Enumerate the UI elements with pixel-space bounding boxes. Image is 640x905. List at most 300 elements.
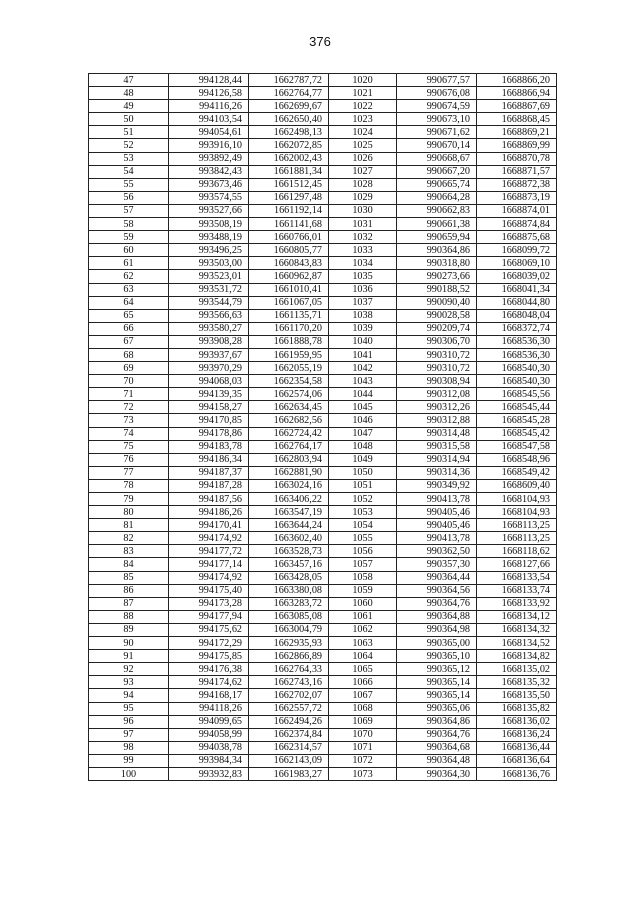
cell-y-coordinate: 1662650,40 <box>249 113 329 126</box>
table-row <box>89 754 557 767</box>
cell-point-number: 54 <box>89 165 169 178</box>
table-row <box>89 401 557 414</box>
cell-y-coordinate: 1668136,76 <box>477 767 557 780</box>
cell-x-coordinate: 990670,14 <box>397 139 477 152</box>
cell-y-coordinate: 1668869,99 <box>477 139 557 152</box>
cell-y-coordinate: 1662803,94 <box>249 453 329 466</box>
cell-y-coordinate: 1668104,93 <box>477 506 557 519</box>
cell-x-coordinate: 990365,10 <box>397 650 477 663</box>
cell-y-coordinate: 1663644,24 <box>249 519 329 532</box>
cell-point-number: 92 <box>89 663 169 676</box>
cell-y-coordinate: 1662699,67 <box>249 100 329 113</box>
cell-y-coordinate: 1668874,84 <box>477 218 557 231</box>
cell-point-number: 1040 <box>329 335 397 348</box>
cell-x-coordinate: 993544,79 <box>169 296 249 309</box>
cell-point-number: 1057 <box>329 558 397 571</box>
cell-x-coordinate: 994038,78 <box>169 741 249 754</box>
cell-point-number: 56 <box>89 191 169 204</box>
cell-y-coordinate: 1668069,10 <box>477 257 557 270</box>
cell-x-coordinate: 990357,30 <box>397 558 477 571</box>
cell-x-coordinate: 994186,34 <box>169 453 249 466</box>
table-row <box>89 335 557 348</box>
cell-x-coordinate: 994176,38 <box>169 663 249 676</box>
cell-y-coordinate: 1668867,69 <box>477 100 557 113</box>
cell-x-coordinate: 994187,56 <box>169 493 249 506</box>
table-row <box>89 283 557 296</box>
cell-point-number: 1065 <box>329 663 397 676</box>
cell-point-number: 81 <box>89 519 169 532</box>
cell-point-number: 95 <box>89 702 169 715</box>
cell-point-number: 1053 <box>329 506 397 519</box>
cell-y-coordinate: 1661170,20 <box>249 322 329 335</box>
cell-point-number: 100 <box>89 767 169 780</box>
cell-y-coordinate: 1661010,41 <box>249 283 329 296</box>
cell-point-number: 58 <box>89 218 169 231</box>
cell-y-coordinate: 1668136,44 <box>477 741 557 754</box>
cell-y-coordinate: 1662374,84 <box>249 728 329 741</box>
cell-y-coordinate: 1662866,89 <box>249 650 329 663</box>
cell-point-number: 60 <box>89 244 169 257</box>
table-row <box>89 715 557 728</box>
table-row <box>89 689 557 702</box>
cell-point-number: 1047 <box>329 427 397 440</box>
cell-x-coordinate: 990405,46 <box>397 519 477 532</box>
cell-y-coordinate: 1662764,77 <box>249 87 329 100</box>
cell-x-coordinate: 993673,46 <box>169 178 249 191</box>
cell-x-coordinate: 990310,72 <box>397 348 477 361</box>
cell-x-coordinate: 990662,83 <box>397 204 477 217</box>
cell-x-coordinate: 993908,28 <box>169 335 249 348</box>
cell-point-number: 1026 <box>329 152 397 165</box>
cell-y-coordinate: 1668873,19 <box>477 191 557 204</box>
cell-y-coordinate: 1663457,16 <box>249 558 329 571</box>
cell-point-number: 88 <box>89 610 169 623</box>
cell-x-coordinate: 994174,92 <box>169 571 249 584</box>
cell-x-coordinate: 994058,99 <box>169 728 249 741</box>
cell-y-coordinate: 1668134,12 <box>477 610 557 623</box>
table-row <box>89 741 557 754</box>
table-row <box>89 610 557 623</box>
cell-y-coordinate: 1668133,54 <box>477 571 557 584</box>
table-row <box>89 623 557 636</box>
table-row <box>89 100 557 113</box>
table-row <box>89 702 557 715</box>
cell-x-coordinate: 993892,49 <box>169 152 249 165</box>
table-row <box>89 519 557 532</box>
cell-point-number: 1054 <box>329 519 397 532</box>
cell-x-coordinate: 990318,80 <box>397 257 477 270</box>
cell-y-coordinate: 1662682,56 <box>249 414 329 427</box>
table-row <box>89 191 557 204</box>
cell-point-number: 99 <box>89 754 169 767</box>
cell-point-number: 78 <box>89 479 169 492</box>
cell-point-number: 1056 <box>329 545 397 558</box>
cell-x-coordinate: 993527,66 <box>169 204 249 217</box>
cell-x-coordinate: 990308,94 <box>397 375 477 388</box>
cell-x-coordinate: 990674,59 <box>397 100 477 113</box>
cell-point-number: 1072 <box>329 754 397 767</box>
cell-point-number: 1020 <box>329 74 397 87</box>
cell-point-number: 50 <box>89 113 169 126</box>
cell-x-coordinate: 993842,43 <box>169 165 249 178</box>
table-row <box>89 139 557 152</box>
cell-y-coordinate: 1662494,26 <box>249 715 329 728</box>
cell-point-number: 94 <box>89 689 169 702</box>
cell-x-coordinate: 990349,92 <box>397 479 477 492</box>
cell-y-coordinate: 1668044,80 <box>477 296 557 309</box>
cell-y-coordinate: 1661141,68 <box>249 218 329 231</box>
cell-y-coordinate: 1661297,48 <box>249 191 329 204</box>
cell-y-coordinate: 1660766,01 <box>249 231 329 244</box>
cell-y-coordinate: 1662072,85 <box>249 139 329 152</box>
cell-point-number: 1023 <box>329 113 397 126</box>
cell-x-coordinate: 990668,67 <box>397 152 477 165</box>
cell-point-number: 1066 <box>329 676 397 689</box>
table-row <box>89 270 557 283</box>
cell-point-number: 53 <box>89 152 169 165</box>
cell-point-number: 1030 <box>329 204 397 217</box>
table-row <box>89 571 557 584</box>
cell-point-number: 1045 <box>329 401 397 414</box>
cell-y-coordinate: 1661959,95 <box>249 348 329 361</box>
cell-y-coordinate: 1668099,72 <box>477 244 557 257</box>
cell-y-coordinate: 1668134,52 <box>477 637 557 650</box>
cell-y-coordinate: 1663428,05 <box>249 571 329 584</box>
cell-point-number: 1036 <box>329 283 397 296</box>
table-row <box>89 152 557 165</box>
cell-x-coordinate: 990413,78 <box>397 493 477 506</box>
cell-x-coordinate: 994174,62 <box>169 676 249 689</box>
cell-x-coordinate: 990314,94 <box>397 453 477 466</box>
cell-point-number: 1071 <box>329 741 397 754</box>
cell-y-coordinate: 1663004,79 <box>249 623 329 636</box>
cell-point-number: 61 <box>89 257 169 270</box>
cell-x-coordinate: 993566,63 <box>169 309 249 322</box>
cell-y-coordinate: 1668540,30 <box>477 375 557 388</box>
cell-x-coordinate: 994099,65 <box>169 715 249 728</box>
cell-x-coordinate: 994118,26 <box>169 702 249 715</box>
cell-x-coordinate: 990364,56 <box>397 584 477 597</box>
cell-x-coordinate: 994177,72 <box>169 545 249 558</box>
cell-point-number: 1039 <box>329 322 397 335</box>
cell-point-number: 89 <box>89 623 169 636</box>
cell-y-coordinate: 1663085,08 <box>249 610 329 623</box>
cell-x-coordinate: 993523,01 <box>169 270 249 283</box>
table-row <box>89 87 557 100</box>
cell-x-coordinate: 993503,00 <box>169 257 249 270</box>
cell-y-coordinate: 1668134,32 <box>477 623 557 636</box>
cell-x-coordinate: 993531,72 <box>169 283 249 296</box>
cell-x-coordinate: 994170,41 <box>169 519 249 532</box>
cell-point-number: 49 <box>89 100 169 113</box>
cell-x-coordinate: 994187,28 <box>169 479 249 492</box>
cell-x-coordinate: 994170,85 <box>169 414 249 427</box>
cell-point-number: 76 <box>89 453 169 466</box>
cell-x-coordinate: 993932,83 <box>169 767 249 780</box>
cell-y-coordinate: 1668549,42 <box>477 466 557 479</box>
table-row <box>89 218 557 231</box>
cell-point-number: 1052 <box>329 493 397 506</box>
cell-x-coordinate: 990090,40 <box>397 296 477 309</box>
cell-x-coordinate: 994183,78 <box>169 440 249 453</box>
table-row <box>89 388 557 401</box>
cell-y-coordinate: 1668536,30 <box>477 335 557 348</box>
cell-y-coordinate: 1660962,87 <box>249 270 329 283</box>
table-row <box>89 466 557 479</box>
cell-y-coordinate: 1668545,28 <box>477 414 557 427</box>
cell-point-number: 79 <box>89 493 169 506</box>
table-row <box>89 375 557 388</box>
cell-point-number: 1038 <box>329 309 397 322</box>
cell-x-coordinate: 994158,27 <box>169 401 249 414</box>
table-row <box>89 637 557 650</box>
cell-y-coordinate: 1668548,96 <box>477 453 557 466</box>
table-row <box>89 257 557 270</box>
cell-y-coordinate: 1661067,05 <box>249 296 329 309</box>
cell-point-number: 1062 <box>329 623 397 636</box>
cell-x-coordinate: 990365,06 <box>397 702 477 715</box>
cell-point-number: 1029 <box>329 191 397 204</box>
cell-x-coordinate: 990028,58 <box>397 309 477 322</box>
cell-point-number: 1073 <box>329 767 397 780</box>
cell-y-coordinate: 1663380,08 <box>249 584 329 597</box>
cell-y-coordinate: 1661135,71 <box>249 309 329 322</box>
cell-x-coordinate: 994175,40 <box>169 584 249 597</box>
table-row <box>89 322 557 335</box>
cell-x-coordinate: 993496,25 <box>169 244 249 257</box>
cell-y-coordinate: 1668134,82 <box>477 650 557 663</box>
cell-x-coordinate: 994054,61 <box>169 126 249 139</box>
cell-x-coordinate: 990312,88 <box>397 414 477 427</box>
cell-y-coordinate: 1668545,42 <box>477 427 557 440</box>
cell-x-coordinate: 994178,86 <box>169 427 249 440</box>
cell-x-coordinate: 993937,67 <box>169 348 249 361</box>
cell-point-number: 48 <box>89 87 169 100</box>
cell-y-coordinate: 1660805,77 <box>249 244 329 257</box>
cell-x-coordinate: 990364,86 <box>397 715 477 728</box>
cell-x-coordinate: 990315,58 <box>397 440 477 453</box>
table-row <box>89 414 557 427</box>
cell-y-coordinate: 1668127,66 <box>477 558 557 571</box>
cell-point-number: 1025 <box>329 139 397 152</box>
cell-y-coordinate: 1668113,25 <box>477 519 557 532</box>
cell-y-coordinate: 1662002,43 <box>249 152 329 165</box>
cell-y-coordinate: 1668118,62 <box>477 545 557 558</box>
cell-point-number: 96 <box>89 715 169 728</box>
cell-x-coordinate: 990365,14 <box>397 676 477 689</box>
cell-x-coordinate: 994126,58 <box>169 87 249 100</box>
cell-y-coordinate: 1668372,74 <box>477 322 557 335</box>
table-row <box>89 204 557 217</box>
cell-point-number: 85 <box>89 571 169 584</box>
cell-y-coordinate: 1662702,07 <box>249 689 329 702</box>
cell-point-number: 98 <box>89 741 169 754</box>
cell-x-coordinate: 990209,74 <box>397 322 477 335</box>
table-row <box>89 348 557 361</box>
cell-point-number: 1027 <box>329 165 397 178</box>
cell-y-coordinate: 1663283,72 <box>249 597 329 610</box>
cell-y-coordinate: 1662724,42 <box>249 427 329 440</box>
cell-y-coordinate: 1660843,83 <box>249 257 329 270</box>
cell-x-coordinate: 990364,30 <box>397 767 477 780</box>
cell-y-coordinate: 1668868,45 <box>477 113 557 126</box>
cell-x-coordinate: 994177,14 <box>169 558 249 571</box>
cell-x-coordinate: 990364,86 <box>397 244 477 257</box>
coordinates-table <box>88 73 557 781</box>
cell-point-number: 1068 <box>329 702 397 715</box>
cell-x-coordinate: 993508,19 <box>169 218 249 231</box>
cell-point-number: 1035 <box>329 270 397 283</box>
cell-y-coordinate: 1663547,19 <box>249 506 329 519</box>
cell-x-coordinate: 990362,50 <box>397 545 477 558</box>
cell-y-coordinate: 1662743,16 <box>249 676 329 689</box>
cell-point-number: 1063 <box>329 637 397 650</box>
cell-y-coordinate: 1661512,45 <box>249 178 329 191</box>
cell-y-coordinate: 1668104,93 <box>477 493 557 506</box>
cell-x-coordinate: 990661,38 <box>397 218 477 231</box>
cell-y-coordinate: 1668135,82 <box>477 702 557 715</box>
cell-x-coordinate: 994187,37 <box>169 466 249 479</box>
cell-point-number: 1059 <box>329 584 397 597</box>
cell-point-number: 77 <box>89 466 169 479</box>
cell-x-coordinate: 990677,57 <box>397 74 477 87</box>
cell-y-coordinate: 1663406,22 <box>249 493 329 506</box>
cell-x-coordinate: 990405,46 <box>397 506 477 519</box>
cell-point-number: 86 <box>89 584 169 597</box>
table-row <box>89 165 557 178</box>
cell-x-coordinate: 994128,44 <box>169 74 249 87</box>
table-row <box>89 244 557 257</box>
cell-x-coordinate: 994175,62 <box>169 623 249 636</box>
cell-point-number: 90 <box>89 637 169 650</box>
cell-point-number: 66 <box>89 322 169 335</box>
cell-x-coordinate: 994116,26 <box>169 100 249 113</box>
cell-point-number: 1051 <box>329 479 397 492</box>
cell-point-number: 82 <box>89 532 169 545</box>
cell-y-coordinate: 1668866,20 <box>477 74 557 87</box>
cell-point-number: 70 <box>89 375 169 388</box>
cell-y-coordinate: 1668609,40 <box>477 479 557 492</box>
table-row <box>89 493 557 506</box>
cell-point-number: 51 <box>89 126 169 139</box>
cell-y-coordinate: 1662787,72 <box>249 74 329 87</box>
cell-y-coordinate: 1668135,50 <box>477 689 557 702</box>
cell-y-coordinate: 1668866,94 <box>477 87 557 100</box>
cell-x-coordinate: 994103,54 <box>169 113 249 126</box>
table-row <box>89 545 557 558</box>
cell-y-coordinate: 1668874,01 <box>477 204 557 217</box>
cell-x-coordinate: 993970,29 <box>169 362 249 375</box>
cell-point-number: 80 <box>89 506 169 519</box>
cell-point-number: 1034 <box>329 257 397 270</box>
cell-x-coordinate: 994068,03 <box>169 375 249 388</box>
cell-x-coordinate: 994173,28 <box>169 597 249 610</box>
cell-y-coordinate: 1662557,72 <box>249 702 329 715</box>
cell-y-coordinate: 1662314,57 <box>249 741 329 754</box>
cell-x-coordinate: 990364,76 <box>397 728 477 741</box>
cell-point-number: 1064 <box>329 650 397 663</box>
cell-y-coordinate: 1663528,73 <box>249 545 329 558</box>
cell-x-coordinate: 990364,68 <box>397 741 477 754</box>
cell-y-coordinate: 1668136,64 <box>477 754 557 767</box>
table-row <box>89 74 557 87</box>
table-row <box>89 663 557 676</box>
cell-point-number: 65 <box>89 309 169 322</box>
table-row <box>89 532 557 545</box>
cell-x-coordinate: 990364,76 <box>397 597 477 610</box>
cell-y-coordinate: 1668041,34 <box>477 283 557 296</box>
cell-y-coordinate: 1668536,30 <box>477 348 557 361</box>
cell-x-coordinate: 990664,28 <box>397 191 477 204</box>
cell-x-coordinate: 990673,10 <box>397 113 477 126</box>
cell-point-number: 1050 <box>329 466 397 479</box>
cell-point-number: 1022 <box>329 100 397 113</box>
cell-point-number: 1033 <box>329 244 397 257</box>
cell-y-coordinate: 1662498,13 <box>249 126 329 139</box>
table-row <box>89 126 557 139</box>
table-row <box>89 506 557 519</box>
cell-x-coordinate: 990659,94 <box>397 231 477 244</box>
cell-x-coordinate: 994177,94 <box>169 610 249 623</box>
cell-y-coordinate: 1668133,92 <box>477 597 557 610</box>
cell-point-number: 1042 <box>329 362 397 375</box>
cell-y-coordinate: 1662354,58 <box>249 375 329 388</box>
cell-point-number: 93 <box>89 676 169 689</box>
table-row <box>89 767 557 780</box>
cell-point-number: 71 <box>89 388 169 401</box>
cell-point-number: 1069 <box>329 715 397 728</box>
cell-x-coordinate: 990667,20 <box>397 165 477 178</box>
cell-x-coordinate: 990314,48 <box>397 427 477 440</box>
cell-point-number: 1043 <box>329 375 397 388</box>
cell-x-coordinate: 990365,00 <box>397 637 477 650</box>
table-row <box>89 309 557 322</box>
table-row <box>89 479 557 492</box>
cell-x-coordinate: 990365,12 <box>397 663 477 676</box>
table-row <box>89 558 557 571</box>
cell-x-coordinate: 990364,44 <box>397 571 477 584</box>
table-row <box>89 296 557 309</box>
cell-x-coordinate: 990312,26 <box>397 401 477 414</box>
cell-point-number: 1055 <box>329 532 397 545</box>
cell-y-coordinate: 1661983,27 <box>249 767 329 780</box>
cell-x-coordinate: 994139,35 <box>169 388 249 401</box>
cell-y-coordinate: 1668875,68 <box>477 231 557 244</box>
cell-y-coordinate: 1662764,33 <box>249 663 329 676</box>
table-row <box>89 597 557 610</box>
cell-x-coordinate: 993984,34 <box>169 754 249 767</box>
cell-point-number: 1044 <box>329 388 397 401</box>
cell-point-number: 73 <box>89 414 169 427</box>
cell-x-coordinate: 994186,26 <box>169 506 249 519</box>
page-number: 376 <box>309 34 331 49</box>
cell-y-coordinate: 1668048,04 <box>477 309 557 322</box>
cell-y-coordinate: 1662881,90 <box>249 466 329 479</box>
cell-y-coordinate: 1668547,58 <box>477 440 557 453</box>
cell-point-number: 1067 <box>329 689 397 702</box>
cell-x-coordinate: 990364,48 <box>397 754 477 767</box>
cell-point-number: 1031 <box>329 218 397 231</box>
cell-x-coordinate: 990364,98 <box>397 623 477 636</box>
cell-y-coordinate: 1668135,32 <box>477 676 557 689</box>
cell-y-coordinate: 1668540,30 <box>477 362 557 375</box>
cell-point-number: 1028 <box>329 178 397 191</box>
table-row <box>89 728 557 741</box>
cell-point-number: 1037 <box>329 296 397 309</box>
cell-y-coordinate: 1668545,56 <box>477 388 557 401</box>
cell-point-number: 1032 <box>329 231 397 244</box>
cell-x-coordinate: 990676,08 <box>397 87 477 100</box>
